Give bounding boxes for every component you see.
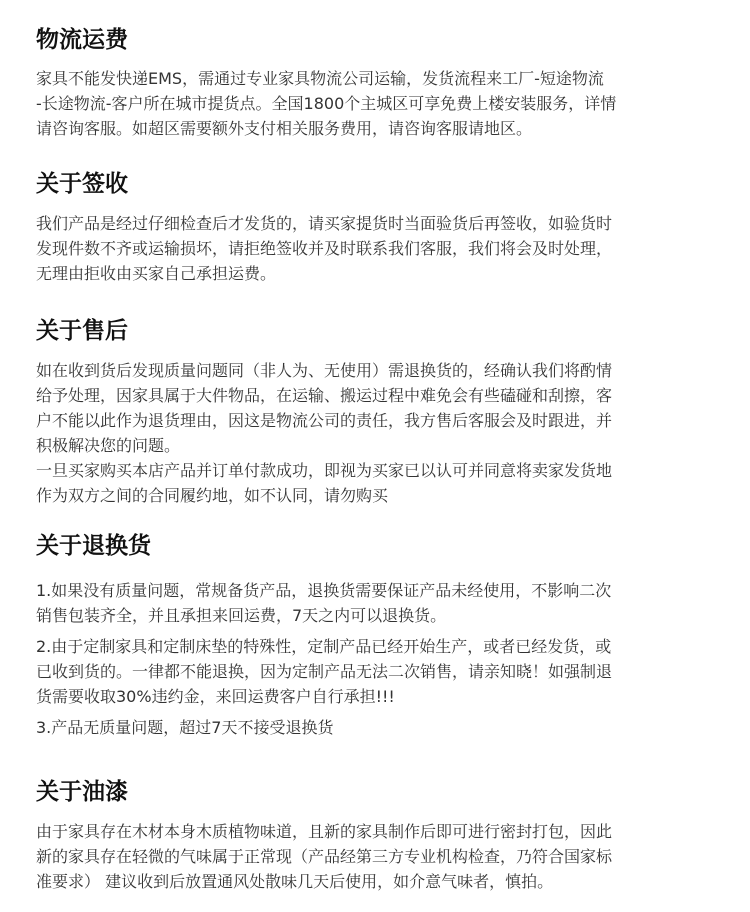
- section-title: 关于签收: [36, 171, 128, 197]
- body-line: 货需要收取30%违约金，来回运费客户自行承担!!!: [36, 687, 395, 706]
- body-line: 3.产品无质量问题，超过7天不接受退换货: [36, 718, 334, 737]
- body-line: 销售包装齐全，并且承担来回运费，7天之内可以退换货。: [36, 606, 447, 625]
- section-paint: [36, 777, 716, 894]
- body-line: 发现件数不齐或运输损坏，请拒绝签收并及时联系我们客服，我们将会及时处理，: [36, 239, 613, 258]
- section-shipping: [36, 25, 716, 141]
- body-line: 1.如果没有质量问题，常规备货产品，退换货需要保证产品未经使用，不影响二次: [36, 581, 612, 600]
- body-line: 新的家具存在轻微的气味属于正常现（产品经第三方专业机构检查，乃符合国家标: [36, 847, 613, 866]
- body-line: 户不能以此作为退货理由，因这是物流公司的责任，我方售后客服会及时跟进，并: [36, 411, 613, 430]
- body-line: 2.由于定制家具和定制床垫的特殊性，定制产品已经开始生产，或者已经发货，或: [36, 637, 612, 656]
- section-body: [36, 211, 716, 286]
- section-receipt: [36, 169, 716, 286]
- body-line: 一旦买家购买本店产品并订单付款成功，即视为买家已以认可并同意将卖家发货地: [36, 461, 613, 480]
- section-body: [36, 819, 716, 894]
- section-body: [36, 66, 716, 141]
- section-body: [36, 578, 716, 740]
- section-title: 物流运费: [36, 27, 128, 53]
- body-line: 如在收到货后发现质量问题同（非人为、无使用）需退换货的，经确认我们将酌情: [36, 361, 613, 380]
- section-title: 关于退换货: [36, 533, 151, 559]
- body-line: 作为双方之间的合同履约地，如不认同，请勿购买: [36, 486, 389, 505]
- body-line: 家具不能发快递EMS，需通过专业家具物流公司运输，发货流程来工厂-短途物流: [36, 69, 604, 88]
- body-line: 由于家具存在木材本身木质植物味道，且新的家具制作后即可进行密封打包，因此: [36, 822, 613, 841]
- body-line: 我们产品是经过仔细检查后才发货的，请买家提货时当面验货后再签收，如验货时: [36, 214, 613, 233]
- section-after-sales: [36, 316, 716, 508]
- body-line: 准要求） 建议收到后放置通风处散味几天后使用，如介意气味者，慎拍。: [36, 872, 554, 891]
- body-line: -长途物流-客户所在城市提货点。全国1800个主城区可享免费上楼安装服务，详情: [36, 94, 617, 113]
- section-title: 关于油漆: [36, 779, 128, 805]
- section-title: 关于售后: [36, 318, 128, 344]
- body-line: 积极解决您的问题。: [36, 436, 181, 455]
- body-line: 给予处理，因家具属于大件物品，在运输、搬运过程中难免会有些磕碰和刮擦，客: [36, 386, 613, 405]
- body-line: 请咨询客服。如超区需要额外支付相关服务费用，请咨询客服请地区。: [36, 119, 533, 138]
- section-body: [36, 358, 716, 508]
- body-line: 已收到货的。一律都不能退换，因为定制产品无法二次销售，请亲知晓！如强制退: [36, 662, 613, 681]
- section-returns: [36, 531, 716, 740]
- body-line: 无理由拒收由买家自己承担运费。: [36, 264, 277, 283]
